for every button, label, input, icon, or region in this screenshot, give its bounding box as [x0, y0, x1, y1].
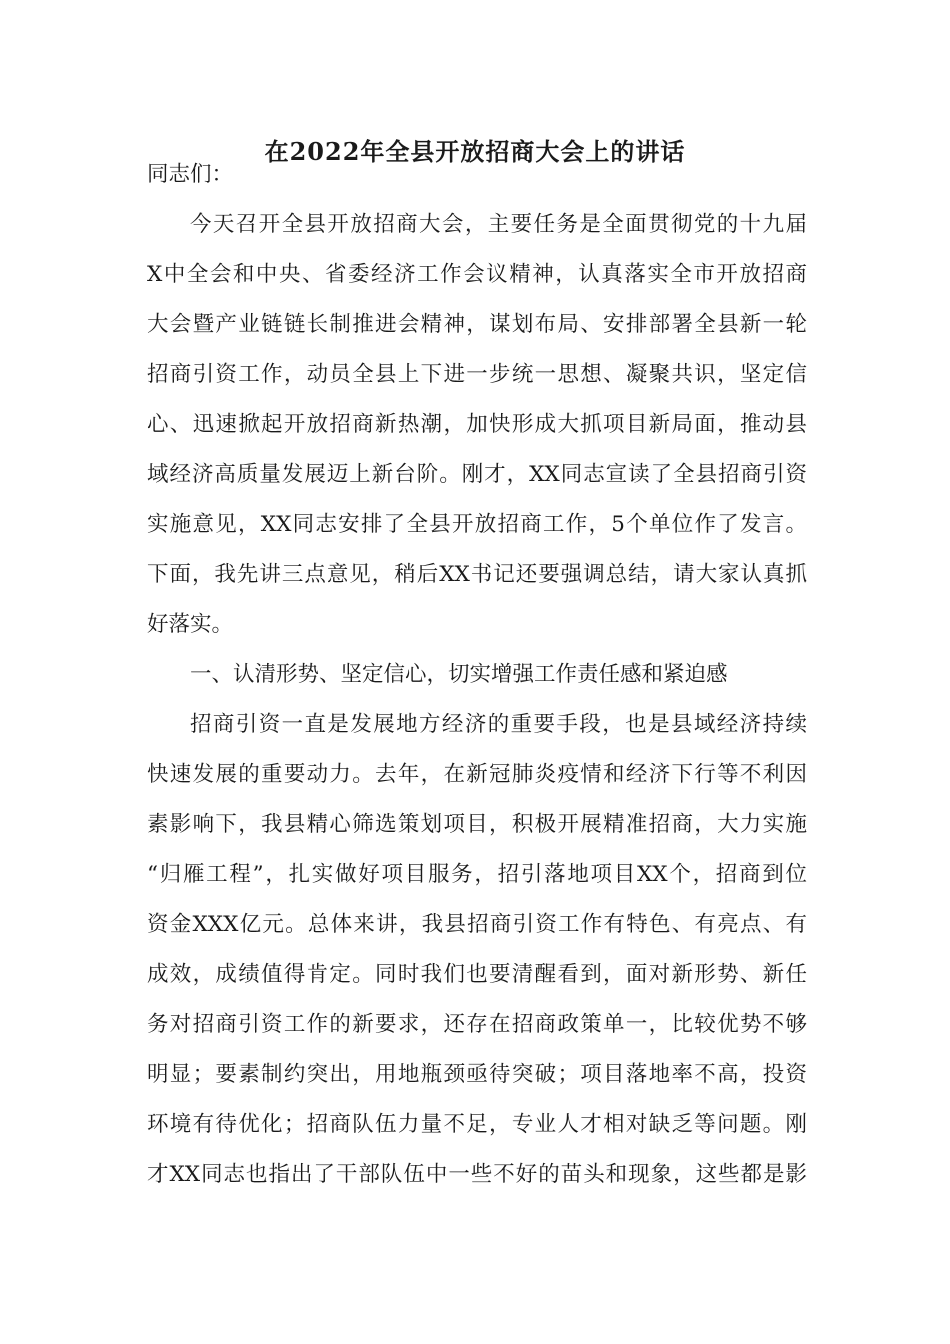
paragraph-line: 资金XXX亿元。总体来讲，我县招商引资工作有特色、有亮点、有 — [147, 912, 807, 937]
paragraph-line: X中全会和中央、省委经济工作会议精神，认真落实全市开放招商 — [147, 262, 807, 287]
paragraph-line: 招商引资工作，动员全县上下进一步统一思想、凝聚共识，坚定信 — [147, 362, 807, 387]
paragraph-line: 大会暨产业链链长制推进会精神，谋划布局、安排部署全县新一轮 — [147, 312, 807, 337]
paragraph-line: 明显；要素制约突出，用地瓶颈亟待突破；项目落地率不高，投资 — [147, 1062, 807, 1087]
paragraph-line: 心、迅速掀起开放招商新热潮，加快形成大抓项目新局面，推动县 — [147, 412, 807, 437]
document-title: 在2022年全县开放招商大会上的讲话 — [264, 137, 686, 166]
paragraph-line: 成效，成绩值得肯定。同时我们也要清醒看到，面对新形势、新任 — [147, 962, 807, 987]
paragraph-line: “归雁工程”，扎实做好项目服务，招引落地项目XX个，招商到位 — [147, 862, 807, 887]
paragraph-line: 快速发展的重要动力。去年，在新冠肺炎疫情和经济下行等不利因 — [147, 762, 807, 787]
paragraph-line: 好落实。 — [147, 612, 234, 637]
salutation: 同志们： — [147, 162, 234, 187]
paragraph-line: 才XX同志也指出了干部队伍中一些不好的苗头和现象，这些都是影 — [147, 1162, 807, 1187]
paragraph-line: 素影响下，我县精心筛选策划项目，积极开展精准招商，大力实施 — [147, 812, 807, 837]
paragraph-line: 务对招商引资工作的新要求，还存在招商政策单一，比较优势不够 — [147, 1012, 807, 1037]
document-body — [147, 150, 807, 1200]
paragraph-line: 下面，我先讲三点意见，稍后XX书记还要强调总结，请大家认真抓 — [147, 562, 807, 587]
paragraph-line: 招商引资一直是发展地方经济的重要手段，也是县域经济持续 — [190, 712, 807, 737]
section-heading: 一、认清形势、坚定信心，切实增强工作责任感和紧迫感 — [190, 662, 728, 687]
paragraph-line: 实施意见，XX同志安排了全县开放招商工作，5个单位作了发言。 — [147, 512, 807, 537]
paragraph-line: 域经济高质量发展迈上新台阶。刚才，XX同志宣读了全县招商引资 — [147, 462, 807, 487]
paragraph-line: 环境有待优化；招商队伍力量不足，专业人才相对缺乏等问题。刚 — [147, 1112, 807, 1137]
paragraph-line: 今天召开全县开放招商大会，主要任务是全面贯彻党的十九届 — [190, 212, 807, 237]
